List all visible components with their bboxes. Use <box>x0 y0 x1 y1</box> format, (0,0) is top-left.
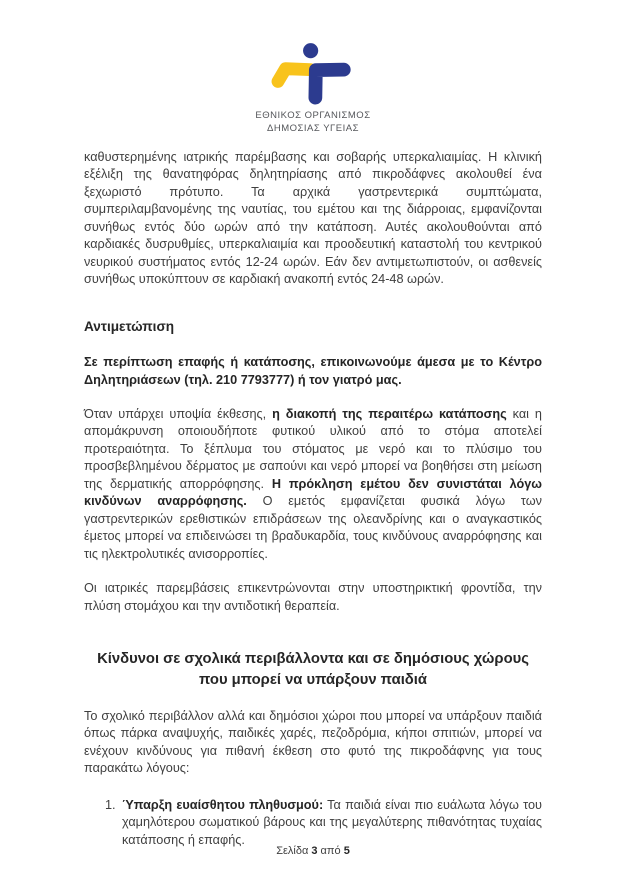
numbered-list <box>84 797 542 849</box>
paragraph-emergency-contact: Σε περίπτωση επαφής ή κατάποσης, επικοινωνούμε άμεσα με το Κέντρο Δηλητηριάσεων (τηλ. 210 7793777) ή τον γιατρό μας. <box>84 355 542 387</box>
section-heading-school-risks: Κίνδυνοι σε σχολικά περιβάλλοντα και σε δημόσιους χώρους που μπορεί να υπάρξουν παιδιά <box>97 650 529 689</box>
eody-logo-icon <box>263 36 363 108</box>
list-item-text <box>122 797 542 849</box>
paragraph-exposure-management <box>84 406 542 563</box>
list-item-body: Τα παιδιά είναι πιο ευάλωτα λόγω του χαμηλότερου σωματικού βάρους και της μεγαλύτερης πιθανότητας τυχαίας κατάποσης ή επαφής. <box>122 797 542 847</box>
logo-blue-body <box>315 70 343 98</box>
organization-name <box>0 110 626 135</box>
page-footer <box>0 845 626 857</box>
footer-separator: από <box>317 845 344 857</box>
exposure-text-segment: και η απομάκρυνση οποιουδήποτε φυτικού υλικού από το στόμα αποτελεί προτεραιότητα. Το ξέπλυμα του στόματος με νερό και το πλύσιμο του προσβεβλημένου δέρματος με σαπούνι και νερό μπορεί να βοηθήσει στη μείωση της δερματικής απορρόφησης. <box>84 406 542 491</box>
footer-total-pages: 5 <box>343 845 350 857</box>
paragraph-school-environment: Το σχολικό περιβάλλον αλλά και δημόσιοι χώροι που μπορεί να υπάρξουν παιδιά όπως πάρκα αναψυχής, παιδικές χαρές, πεζοδρόμια, κήποι σπιτιών, μπορεί να ενέχουν κινδύνους για πιθανή έκθεση στο φυτό της πικροδάφνης για τους παρακάτω λόγους: <box>84 708 542 776</box>
exposure-bold-stop-ingestion: η διακοπή της περαιτέρω κατάποσης <box>272 406 507 421</box>
organization-name-line2: ΔΗΜΟΣΙΑΣ ΥΓΕΙΑΣ <box>267 122 359 134</box>
logo-yellow-arm <box>278 69 310 82</box>
section-heading-treatment: Αντιμετώπιση <box>84 318 175 334</box>
list-item-number: 1. <box>105 797 116 812</box>
paragraph-clinical-course: καθυστερημένης ιατρικής παρέμβασης και σοβαρής υπερκαλιαιμίας. Η κλινική εξέλιξη της θανατηφόρας δηλητηρίασης από πικροδάφνες ακολουθεί ένα ξεχωριστό πρότυπο. Τα αρχικά γαστρεντερικά συμπτώματα, συμπεριλαμβανομένης της ναυτίας, του εμέτου και της διάρροιας, εμφανίζονται συνήθως εντός δύο ωρών από την κατάποση. Αυτές ακολουθούνται από καρδιακές δυσρυθμίες, υπερκαλιαιμία και προοδευτική καταστολή του κεντρικού νευρικού συστήματος εντός 12-24 ωρών. Εάν δεν αντιμετωπιστούν, οι ασθενείς συνήθως υποκύπτουν σε καρδιακή ανακοπή εντός 24-48 ωρών. <box>84 150 542 287</box>
footer-page-label: Σελίδα <box>276 845 312 857</box>
logo-head-dot <box>303 43 318 58</box>
exposure-text-segment: Ο εμετός εμφανίζεται φυσικά λόγω των γαστρεντερικών ερεθιστικών επιδράσεων της ολεανδρίνης και ο αναγκαστικός έμετος μπορεί να επιδεινώσει τη βραδυκαρδία, τους κινδύνους αναρρόφησης και τις ηλεκτρολυτικές ανισορροπίες. <box>84 494 542 561</box>
document-body <box>84 149 542 849</box>
exposure-bold-no-vomiting: Η πρόκληση εμέτου δεν συνιστάται λόγω κινδύνων αναρρόφησης. <box>84 476 542 509</box>
paragraph-medical-interventions: Οι ιατρικές παρεμβάσεις επικεντρώνονται στην υποστηρικτική φροντίδα, την πλύση στομάχου και την αντιδοτική θεραπεία. <box>84 581 542 613</box>
list-item-lead-bold: Ύπαρξη ευαίσθητου πληθυσμού: <box>122 797 324 812</box>
list-item <box>105 797 542 849</box>
exposure-text-segment: Όταν υπάρχει υποψία έκθεσης, <box>84 406 273 421</box>
footer-current-page: 3 <box>311 845 318 857</box>
organization-name-line1: ΕΘΝΙΚΟΣ ΟΡΓΑΝΙΣΜΟΣ <box>255 110 371 121</box>
document-header <box>0 0 626 135</box>
